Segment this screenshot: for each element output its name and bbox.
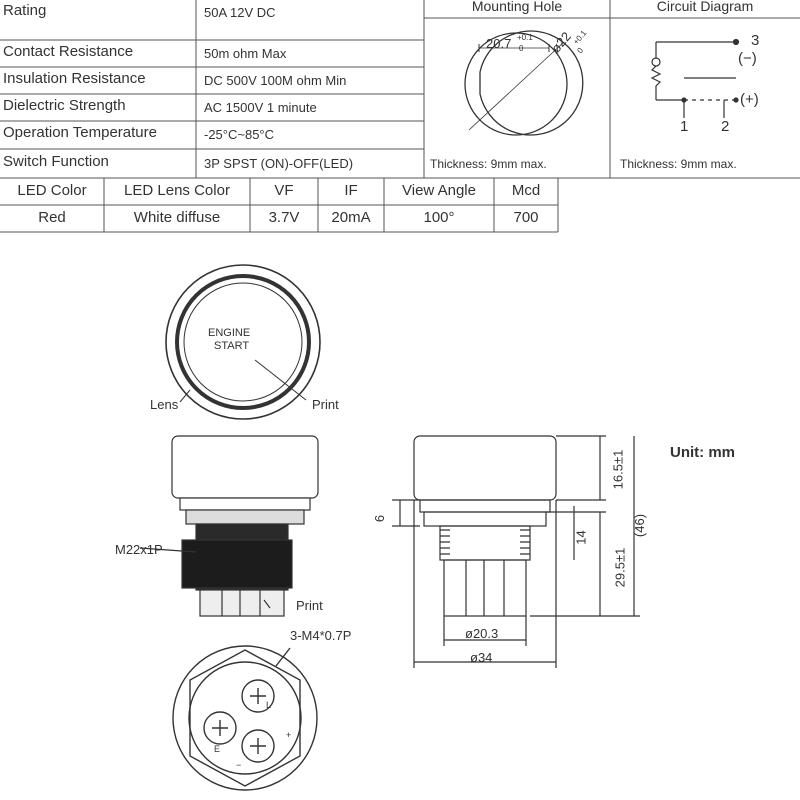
spec-value-rating: 50A 12V DC <box>204 5 276 20</box>
screw-label: 3-M4*0.7P <box>290 628 352 643</box>
mounting-hole-panel <box>424 0 610 178</box>
bottom-view <box>173 646 317 790</box>
side-view-right <box>392 436 640 668</box>
mounting-hole-width-tol-lower: 0 <box>519 44 524 53</box>
spec-label-switch-function: Switch Function <box>3 153 109 170</box>
mounting-hole-dia-tol-upper: +0.1 <box>571 28 589 47</box>
spec-label-contact-resistance: Contact Resistance <box>3 43 134 60</box>
circuit-drawing <box>610 18 800 158</box>
spec-label-dielectric-strength: Dielectric Strength <box>3 97 126 114</box>
led-cell-vf: 3.7V <box>268 209 300 226</box>
led-header-lens-color: LED Lens Color <box>124 182 230 199</box>
dim-34: ø34 <box>470 650 493 665</box>
circuit-terminal-3: 3 <box>751 32 760 49</box>
led-header-mcd: Mcd <box>511 182 541 199</box>
lens-label: Lens <box>150 397 179 412</box>
button-text-line1: ENGINE <box>208 327 251 339</box>
mounting-hole-title: Mounting Hole <box>471 0 563 14</box>
terminal-mark-minus: − <box>236 760 242 770</box>
circuit-terminal-2: 2 <box>721 118 730 135</box>
dim-20-3: ø20.3 <box>465 626 499 641</box>
print-label: Print <box>312 397 339 412</box>
dim-46: (46) <box>632 513 648 538</box>
button-text-line2: START <box>214 340 250 352</box>
terminal-mark-l: L <box>266 700 272 710</box>
led-header-color: LED Color <box>17 182 87 199</box>
spec-value-dielectric-strength: AC 1500V 1 minute <box>204 100 317 115</box>
switch-technical-drawing <box>0 240 800 800</box>
mounting-hole-thickness: Thickness: 9mm max. <box>430 157 547 171</box>
circuit-diagram-title: Circuit Diagram <box>656 0 754 14</box>
circuit-terminal-1: 1 <box>680 118 689 135</box>
print-label-2: Print <box>296 598 323 613</box>
led-cell-view-angle: 100° <box>423 209 455 226</box>
terminal-mark-plus: + <box>286 730 292 740</box>
led-cell-lens-color: White diffuse <box>133 209 221 226</box>
circuit-plus-label: (+) <box>740 91 759 108</box>
led-header-view-angle: View Angle <box>402 182 476 199</box>
mounting-hole-drawing <box>424 18 610 178</box>
spec-label-rating: Rating <box>3 2 47 19</box>
spec-value-operation-temperature: -25°C~85°C <box>204 127 275 142</box>
dim-29-5: 29.5±1 <box>612 547 628 588</box>
circuit-minus-label: (−) <box>738 50 757 67</box>
led-cell-mcd: 700 <box>513 209 539 226</box>
spec-label-insulation-resistance: Insulation Resistance <box>3 70 146 87</box>
circuit-diagram-panel <box>610 0 800 178</box>
thread-label: M22x1P <box>115 542 163 557</box>
mounting-hole-dia-tol-lower: 0 <box>575 45 586 56</box>
side-view-left <box>140 436 318 616</box>
dim-16-5: 16.5±1 <box>610 449 626 490</box>
led-cell-if: 20mA <box>331 209 371 226</box>
spec-value-insulation-resistance: DC 500V 100M ohm Min <box>204 73 347 88</box>
mounting-hole-dia-dim: ø22 <box>548 28 574 56</box>
circuit-thickness: Thickness: 9mm max. <box>620 157 737 171</box>
led-cell-color: Red <box>38 209 66 226</box>
dim-6: 6 <box>372 514 388 523</box>
terminal-mark-e: E <box>214 744 221 754</box>
unit-label: Unit: mm <box>670 444 735 461</box>
spec-value-contact-resistance: 50m ohm Max <box>204 46 287 61</box>
spec-label-operation-temperature: Operation Temperature <box>3 124 157 141</box>
spec-value-switch-function: 3P SPST (ON)-OFF(LED) <box>204 156 354 171</box>
dim-14: 14 <box>573 530 589 545</box>
led-header-if: IF <box>344 182 358 199</box>
mounting-hole-width-dim: 20.7 <box>486 36 512 51</box>
mounting-hole-width-tol-upper: +0.1 <box>517 33 533 42</box>
led-header-vf: VF <box>274 182 294 199</box>
